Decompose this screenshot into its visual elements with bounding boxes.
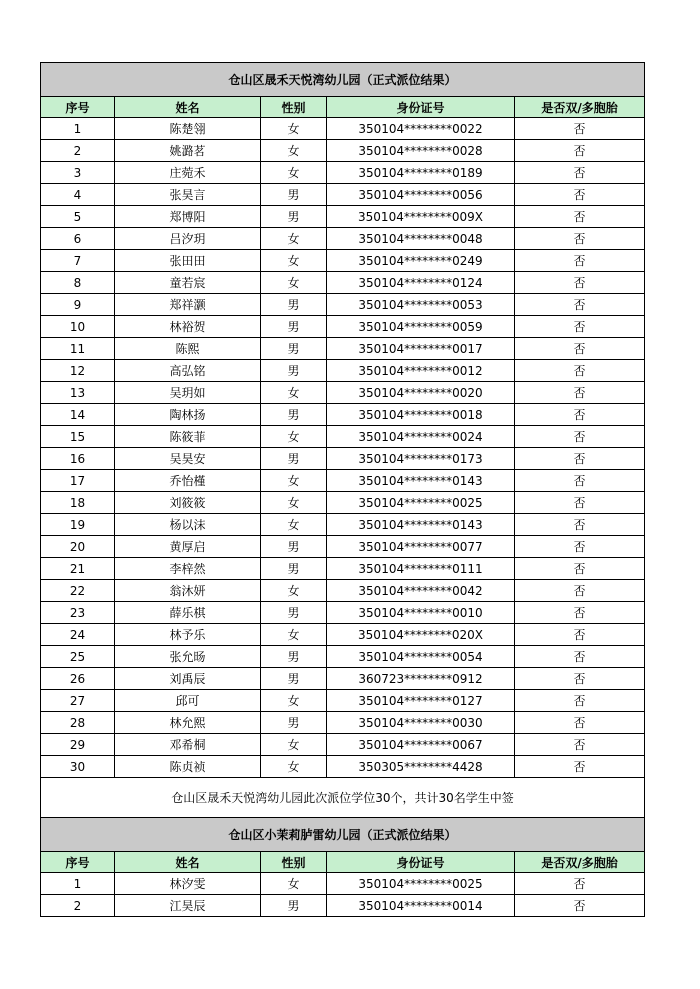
cell-seq: 28 <box>41 712 115 734</box>
cell-gender: 男 <box>261 338 327 360</box>
cell-seq: 25 <box>41 646 115 668</box>
cell-seq: 18 <box>41 492 115 514</box>
cell-twins: 否 <box>515 404 645 426</box>
cell-name: 高弘铭 <box>115 360 261 382</box>
table-row <box>41 294 645 316</box>
column-header: 是否双/多胞胎 <box>515 852 645 873</box>
cell-seq: 1 <box>41 118 115 140</box>
table-row <box>41 426 645 448</box>
cell-name: 张田田 <box>115 250 261 272</box>
cell-twins: 否 <box>515 873 645 895</box>
cell-seq: 16 <box>41 448 115 470</box>
cell-name: 林予乐 <box>115 624 261 646</box>
cell-gender: 男 <box>261 895 327 917</box>
cell-seq: 14 <box>41 404 115 426</box>
section-title-row <box>41 818 645 852</box>
cell-twins: 否 <box>515 184 645 206</box>
cell-id-number: 350104********0127 <box>327 690 515 712</box>
cell-id-number: 350104********0048 <box>327 228 515 250</box>
cell-seq: 26 <box>41 668 115 690</box>
cell-seq: 6 <box>41 228 115 250</box>
cell-twins: 否 <box>515 734 645 756</box>
cell-gender: 男 <box>261 712 327 734</box>
cell-id-number: 360723********0912 <box>327 668 515 690</box>
cell-twins: 否 <box>515 206 645 228</box>
summary-note: 仓山区晟禾天悦湾幼儿园此次派位学位30个，共计30名学生中签 <box>41 778 645 818</box>
cell-name: 吴玥如 <box>115 382 261 404</box>
cell-twins: 否 <box>515 294 645 316</box>
table-row <box>41 118 645 140</box>
column-header: 性别 <box>261 852 327 873</box>
table-row <box>41 140 645 162</box>
cell-id-number: 350104********0018 <box>327 404 515 426</box>
cell-name: 黄厚启 <box>115 536 261 558</box>
cell-id-number: 350104********0143 <box>327 470 515 492</box>
table-row <box>41 536 645 558</box>
cell-name: 邱可 <box>115 690 261 712</box>
cell-name: 吴昊安 <box>115 448 261 470</box>
cell-id-number: 350104********0014 <box>327 895 515 917</box>
cell-name: 李梓然 <box>115 558 261 580</box>
cell-id-number: 350104********0077 <box>327 536 515 558</box>
cell-id-number: 350104********0059 <box>327 316 515 338</box>
cell-id-number: 350104********0010 <box>327 602 515 624</box>
cell-gender: 女 <box>261 734 327 756</box>
table-row <box>41 272 645 294</box>
cell-twins: 否 <box>515 646 645 668</box>
cell-id-number: 350104********0249 <box>327 250 515 272</box>
cell-name: 陈贞祯 <box>115 756 261 778</box>
cell-seq: 2 <box>41 140 115 162</box>
column-header-row <box>41 852 645 873</box>
cell-name: 郑博阳 <box>115 206 261 228</box>
cell-seq: 7 <box>41 250 115 272</box>
cell-id-number: 350104********0143 <box>327 514 515 536</box>
cell-twins: 否 <box>515 228 645 250</box>
cell-seq: 29 <box>41 734 115 756</box>
table-row <box>41 602 645 624</box>
table-row <box>41 646 645 668</box>
cell-id-number: 350104********0054 <box>327 646 515 668</box>
result-sheet <box>40 62 644 917</box>
cell-twins: 否 <box>515 360 645 382</box>
cell-seq: 22 <box>41 580 115 602</box>
section-title: 仓山区晟禾天悦湾幼儿园（正式派位结果） <box>41 63 645 97</box>
table-row <box>41 690 645 712</box>
section-title: 仓山区小茉莉胪雷幼儿园（正式派位结果） <box>41 818 645 852</box>
cell-twins: 否 <box>515 338 645 360</box>
cell-gender: 男 <box>261 448 327 470</box>
cell-gender: 女 <box>261 426 327 448</box>
table-row <box>41 184 645 206</box>
cell-name: 林允熙 <box>115 712 261 734</box>
table-row <box>41 734 645 756</box>
table-row <box>41 895 645 917</box>
table-row <box>41 448 645 470</box>
cell-gender: 女 <box>261 382 327 404</box>
cell-gender: 男 <box>261 206 327 228</box>
cell-name: 陈筱菲 <box>115 426 261 448</box>
table-row <box>41 162 645 184</box>
cell-gender: 女 <box>261 492 327 514</box>
table-row <box>41 338 645 360</box>
cell-twins: 否 <box>515 712 645 734</box>
cell-name: 庄菀禾 <box>115 162 261 184</box>
cell-id-number: 350104********0022 <box>327 118 515 140</box>
cell-id-number: 350104********009X <box>327 206 515 228</box>
cell-gender: 男 <box>261 294 327 316</box>
cell-gender: 女 <box>261 140 327 162</box>
column-header: 性别 <box>261 97 327 118</box>
cell-id-number: 350104********0067 <box>327 734 515 756</box>
cell-seq: 13 <box>41 382 115 404</box>
cell-seq: 17 <box>41 470 115 492</box>
cell-name: 刘筱筱 <box>115 492 261 514</box>
table-row <box>41 756 645 778</box>
cell-name: 吕汐玥 <box>115 228 261 250</box>
cell-id-number: 350305********4428 <box>327 756 515 778</box>
cell-seq: 30 <box>41 756 115 778</box>
table-row <box>41 316 645 338</box>
cell-name: 林汐雯 <box>115 873 261 895</box>
cell-name: 陶林扬 <box>115 404 261 426</box>
table-row <box>41 668 645 690</box>
cell-twins: 否 <box>515 492 645 514</box>
column-header: 序号 <box>41 852 115 873</box>
cell-twins: 否 <box>515 426 645 448</box>
table-row <box>41 492 645 514</box>
cell-name: 郑祥灏 <box>115 294 261 316</box>
cell-name: 陈楚翎 <box>115 118 261 140</box>
cell-id-number: 350104********0012 <box>327 360 515 382</box>
cell-twins: 否 <box>515 272 645 294</box>
cell-twins: 否 <box>515 448 645 470</box>
cell-id-number: 350104********0053 <box>327 294 515 316</box>
cell-name: 林裕贺 <box>115 316 261 338</box>
cell-name: 江昊辰 <box>115 895 261 917</box>
cell-id-number: 350104********0025 <box>327 492 515 514</box>
cell-name: 张昊言 <box>115 184 261 206</box>
column-header: 身份证号 <box>327 852 515 873</box>
cell-name: 陈熙 <box>115 338 261 360</box>
cell-twins: 否 <box>515 514 645 536</box>
cell-name: 翁沐妍 <box>115 580 261 602</box>
column-header-row <box>41 97 645 118</box>
cell-id-number: 350104********0056 <box>327 184 515 206</box>
cell-id-number: 350104********0111 <box>327 558 515 580</box>
cell-gender: 女 <box>261 756 327 778</box>
cell-id-number: 350104********020X <box>327 624 515 646</box>
cell-twins: 否 <box>515 580 645 602</box>
cell-twins: 否 <box>515 118 645 140</box>
cell-id-number: 350104********0017 <box>327 338 515 360</box>
cell-twins: 否 <box>515 668 645 690</box>
column-header: 身份证号 <box>327 97 515 118</box>
cell-gender: 男 <box>261 536 327 558</box>
table-row <box>41 382 645 404</box>
cell-gender: 女 <box>261 228 327 250</box>
cell-seq: 5 <box>41 206 115 228</box>
cell-gender: 男 <box>261 602 327 624</box>
cell-seq: 19 <box>41 514 115 536</box>
cell-gender: 男 <box>261 184 327 206</box>
summary-note-row <box>41 778 645 818</box>
table-row <box>41 712 645 734</box>
table-row <box>41 228 645 250</box>
cell-seq: 1 <box>41 873 115 895</box>
cell-name: 姚潞茗 <box>115 140 261 162</box>
cell-name: 薛乐棋 <box>115 602 261 624</box>
column-header: 姓名 <box>115 97 261 118</box>
cell-id-number: 350104********0124 <box>327 272 515 294</box>
cell-gender: 女 <box>261 580 327 602</box>
cell-twins: 否 <box>515 558 645 580</box>
table-row <box>41 206 645 228</box>
cell-seq: 9 <box>41 294 115 316</box>
cell-gender: 男 <box>261 404 327 426</box>
cell-name: 杨以沫 <box>115 514 261 536</box>
cell-seq: 20 <box>41 536 115 558</box>
table-row <box>41 404 645 426</box>
cell-gender: 男 <box>261 646 327 668</box>
cell-gender: 女 <box>261 514 327 536</box>
cell-seq: 11 <box>41 338 115 360</box>
table-row <box>41 250 645 272</box>
cell-id-number: 350104********0189 <box>327 162 515 184</box>
cell-id-number: 350104********0024 <box>327 426 515 448</box>
placement-result-table <box>40 62 645 917</box>
cell-gender: 女 <box>261 690 327 712</box>
cell-twins: 否 <box>515 250 645 272</box>
cell-gender: 男 <box>261 316 327 338</box>
cell-gender: 男 <box>261 360 327 382</box>
cell-twins: 否 <box>515 140 645 162</box>
cell-seq: 10 <box>41 316 115 338</box>
section-title-row <box>41 63 645 97</box>
cell-seq: 2 <box>41 895 115 917</box>
cell-id-number: 350104********0028 <box>327 140 515 162</box>
cell-seq: 8 <box>41 272 115 294</box>
cell-seq: 24 <box>41 624 115 646</box>
cell-name: 乔怡槿 <box>115 470 261 492</box>
cell-id-number: 350104********0025 <box>327 873 515 895</box>
table-row <box>41 580 645 602</box>
cell-seq: 21 <box>41 558 115 580</box>
cell-twins: 否 <box>515 895 645 917</box>
cell-gender: 男 <box>261 668 327 690</box>
table-row <box>41 624 645 646</box>
table-row <box>41 470 645 492</box>
column-header: 是否双/多胞胎 <box>515 97 645 118</box>
cell-twins: 否 <box>515 602 645 624</box>
cell-twins: 否 <box>515 382 645 404</box>
cell-gender: 女 <box>261 873 327 895</box>
cell-gender: 女 <box>261 162 327 184</box>
cell-name: 刘禹辰 <box>115 668 261 690</box>
cell-seq: 3 <box>41 162 115 184</box>
cell-id-number: 350104********0020 <box>327 382 515 404</box>
table-row <box>41 360 645 382</box>
cell-twins: 否 <box>515 624 645 646</box>
cell-seq: 27 <box>41 690 115 712</box>
cell-name: 童若宸 <box>115 272 261 294</box>
cell-gender: 女 <box>261 272 327 294</box>
cell-twins: 否 <box>515 690 645 712</box>
table-row <box>41 558 645 580</box>
cell-seq: 23 <box>41 602 115 624</box>
cell-id-number: 350104********0173 <box>327 448 515 470</box>
cell-seq: 4 <box>41 184 115 206</box>
cell-twins: 否 <box>515 162 645 184</box>
cell-twins: 否 <box>515 316 645 338</box>
table-row <box>41 514 645 536</box>
cell-twins: 否 <box>515 536 645 558</box>
column-header: 序号 <box>41 97 115 118</box>
cell-gender: 女 <box>261 250 327 272</box>
table-row <box>41 873 645 895</box>
cell-gender: 女 <box>261 624 327 646</box>
cell-id-number: 350104********0042 <box>327 580 515 602</box>
cell-gender: 女 <box>261 470 327 492</box>
cell-id-number: 350104********0030 <box>327 712 515 734</box>
cell-seq: 15 <box>41 426 115 448</box>
cell-name: 张允旸 <box>115 646 261 668</box>
cell-gender: 女 <box>261 118 327 140</box>
cell-seq: 12 <box>41 360 115 382</box>
cell-name: 邓希桐 <box>115 734 261 756</box>
column-header: 姓名 <box>115 852 261 873</box>
cell-gender: 男 <box>261 558 327 580</box>
cell-twins: 否 <box>515 756 645 778</box>
cell-twins: 否 <box>515 470 645 492</box>
